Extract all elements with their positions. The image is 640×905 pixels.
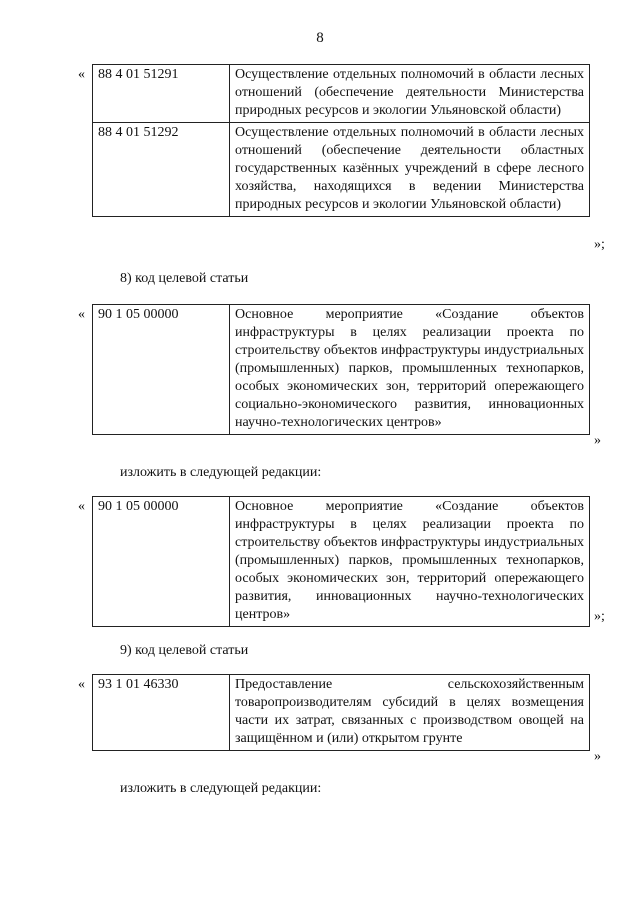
item-9-heading: 9) код целевой статьи	[120, 643, 249, 658]
close-quote: »;	[594, 237, 605, 252]
close-quote: »;	[594, 609, 605, 624]
code-table-3	[92, 496, 590, 627]
item-8-heading: 8) код целевой статьи	[120, 271, 249, 286]
description-cell: Осуществление отдельных полномочий в области лесных отношений (обеспечение деятельности Министерства природных ресурсов и экологии Ульяновской области)	[230, 65, 590, 123]
code-cell: 90 1 05 00000	[93, 305, 230, 435]
table-row	[93, 675, 590, 751]
table-row	[93, 305, 590, 435]
open-quote: «	[78, 67, 85, 82]
open-quote: «	[78, 499, 85, 514]
open-quote: «	[78, 307, 85, 322]
close-quote: »	[594, 433, 601, 448]
code-cell: 90 1 05 00000	[93, 497, 230, 627]
code-cell: 93 1 01 46330	[93, 675, 230, 751]
restate-instruction-1: изложить в следующей редакции:	[120, 465, 322, 480]
code-cell: 88 4 01 51291	[93, 65, 230, 123]
table-row	[93, 123, 590, 217]
close-quote: »	[594, 749, 601, 764]
code-table-4	[92, 674, 590, 751]
code-table-2	[92, 304, 590, 435]
page-number: 8	[316, 30, 324, 46]
description-cell: Основное мероприятие «Создание объектов инфраструктуры в целях реализации проекта по строительству объектов инфраструктуры индустриальных (промышленных) парков, промышленных технопарков, особых экономических зон, территорий опережающего развития, инновационных научно-технологических центров»	[230, 497, 590, 627]
description-cell: Осуществление отдельных полномочий в области лесных отношений (обеспечение деятельности областных государственных казённых учреждений в сфере лесного хозяйства, находящихся в ведении Министерства природных ресурсов и экологии Ульяновской области)	[230, 123, 590, 217]
code-cell: 88 4 01 51292	[93, 123, 230, 217]
code-table-1	[92, 64, 590, 217]
description-cell: Основное мероприятие «Создание объектов инфраструктуры в целях реализации проекта по строительству объектов инфраструктуры индустриальных (промышленных) парков, промышленных технопарков, особых экономических зон, территорий опережающего социально-экономического развития, инновационных научно-технологических центров»	[230, 305, 590, 435]
description-cell: Предоставление сельскохозяйственным товаропроизводителям субсидий в целях возмещения части их затрат, связанных с производством овощей на защищённом и (или) открытом грунте	[230, 675, 590, 751]
open-quote: «	[78, 677, 85, 692]
table-row	[93, 497, 590, 627]
table-row	[93, 65, 590, 123]
restate-instruction-2: изложить в следующей редакции:	[120, 781, 322, 796]
